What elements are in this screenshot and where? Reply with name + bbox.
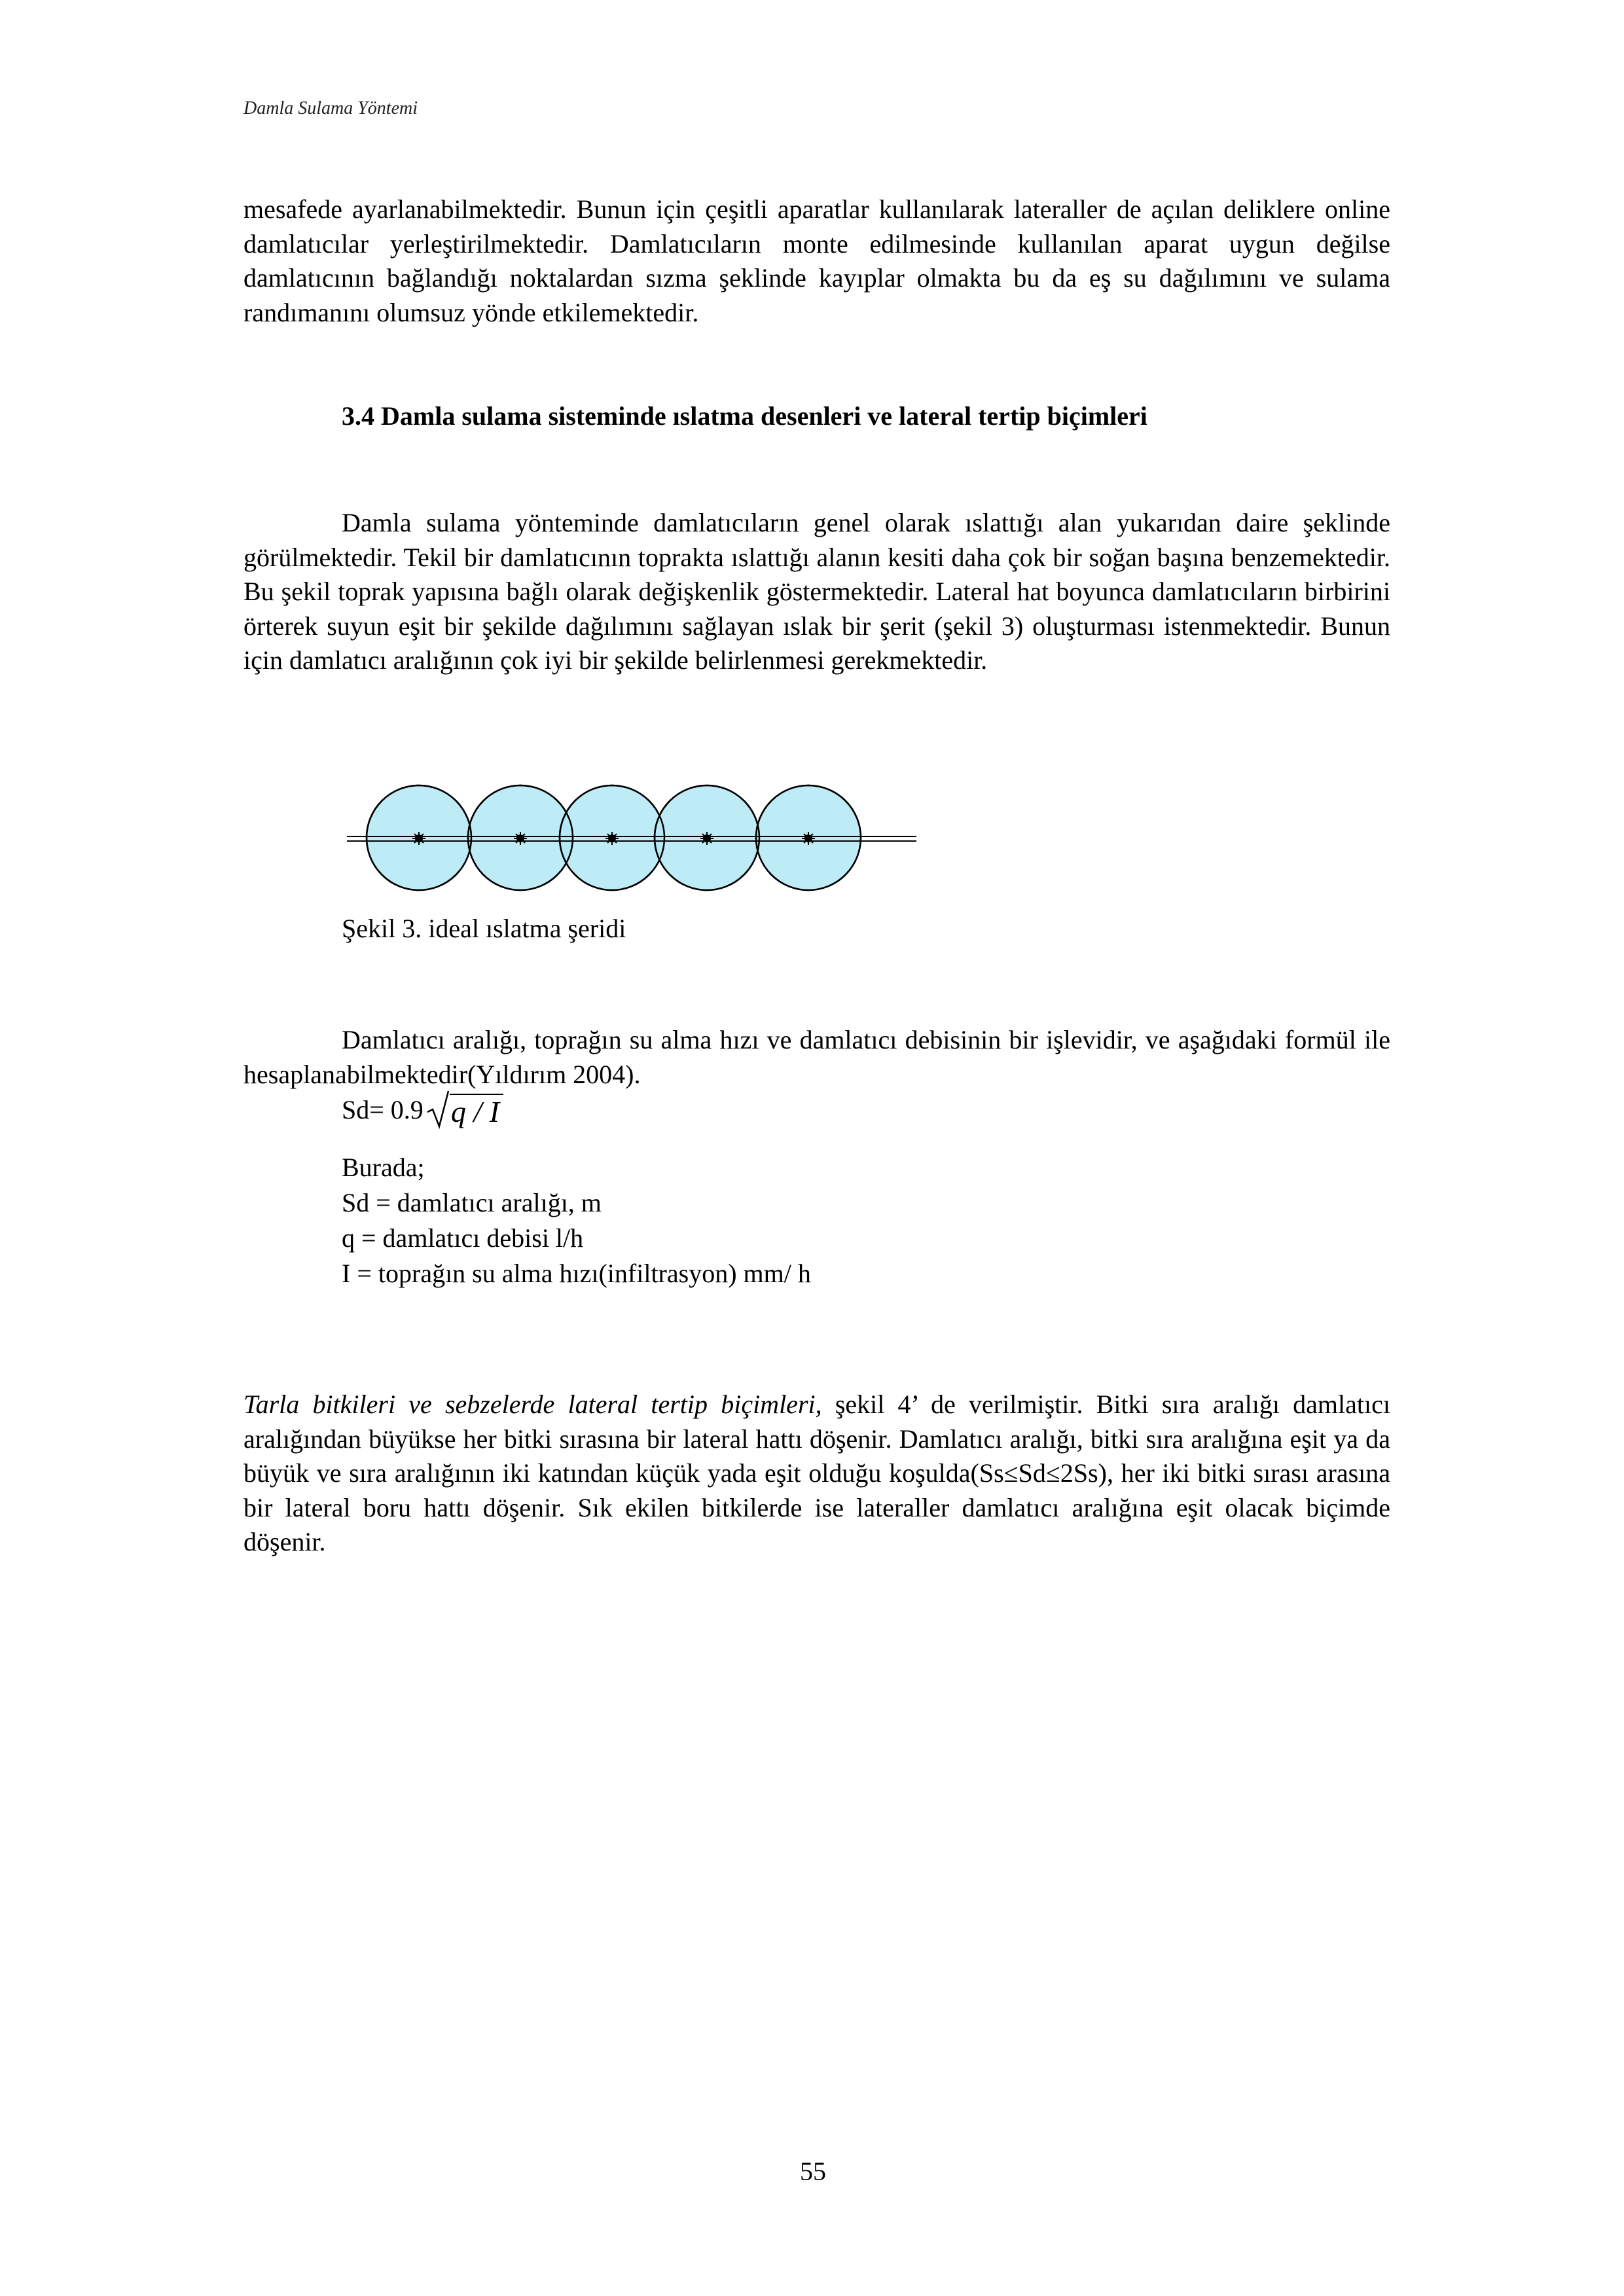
square-root-sign [426,1090,450,1129]
emitter-icon [514,832,527,845]
formula-radicand: q / I [450,1094,503,1129]
paragraph-1: mesafede ayarlanabilmektedir. Bunun için çeşitli aparatlar kullanılarak lateraller de açılan deliklere online damlatıcılar yerleştirilmektedir. Damlatıcıların monte edilmesinde kullanılan aparat uygun değilse damlatıcının bağlandığı noktalardan sızma şeklinde kayıplar olmakta bu da eş su dağılımını ve sulama randımanını olumsuz yönde etkilemektedir. [244,194,1390,327]
figure-caption: Şekil 3. ideal ıslatma şeridi [342,914,626,943]
definition-q: q = damlatıcı debisi l/h [342,1223,584,1253]
emitter-icon [412,832,425,845]
page-number: 55 [800,2157,826,2186]
section-heading: 3.4 Damla sulama sisteminde ıslatma desenleri ve lateral tertip biçimleri [342,401,1147,431]
formula-lhs: Sd= 0.9 [342,1094,424,1124]
emitter-icon [802,832,815,845]
paragraph-2: Damla sulama yönteminde damlatıcıların genel olarak ıslattığı alan yukarıdan daire şeklinde görülmektedir. Tekil bir damlatıcının toprakta ıslattığı alanın kesiti daha çok bir soğan başına benzemektedir. Bu şekil toprak yapısına bağlı olarak değişkenlik göstermektedir. Lateral hat boyunca damlatıcıların birbirini örterek suyun eşit bir şekilde dağılımını sağlayan ıslak bir şerit (şekil 3) oluşturması istenmektedir. Bunun için damlatıcı aralığının çok iyi bir şekilde belirlenmesi gerekmektedir. [244,508,1390,675]
paragraph-4-rest: şekil 4’ de verilmiştir. Bitki sıra aralığı damlatıcı aralığından büyükse her bitki sırasına bir lateral hattı döşenir. Damlatıcı aralığı, bitki sıra aralığına eşit ya da büyük ve sıra aralığının iki katından küçük yada eşit olduğu koşulda(Ss≤Sd≤2Ss), her iki bitki sırası arasına bir lateral boru hattı döşenir. Sık ekilen bitkilerde ise lateraller damlatıcı aralığına eşit olacak biçimde döşenir. [244,1390,1390,1556]
wetting-strip-figure [347,778,916,895]
running-header: Damla Sulama Yöntemi [244,98,418,118]
emitter-icon [605,832,619,845]
paragraph-4 [244,1388,1390,1560]
definitions-intro: Burada; [342,1153,425,1182]
definition-sd: Sd = damlatıcı aralığı, m [342,1188,602,1217]
paragraph-3: Damlatıcı aralığı, toprağın su alma hızı ve damlatıcı debisinin bir işlevidir, ve aşağıdaki formül ile hesaplanabilmektedir(Yıldırım 2004). [244,1025,1390,1089]
definition-i: I = toprağın su alma hızı(infiltrasyon) mm/ h [342,1259,811,1288]
spacing-formula [342,1090,503,1129]
paragraph-4-italic: Tarla bitkileri ve sebzelerde lateral tertip biçimleri, [244,1390,822,1419]
emitter-icon [700,832,713,845]
